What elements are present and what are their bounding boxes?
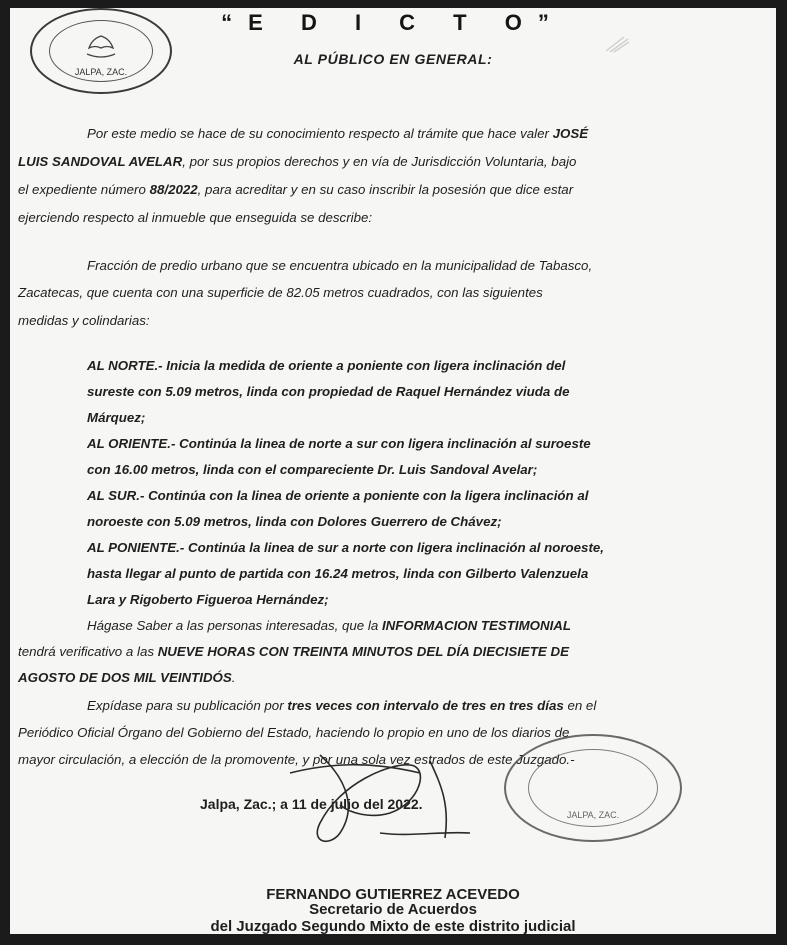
signer-court: del Juzgado Segundo Mixto de este distrito judicial <box>210 918 576 934</box>
bound-north-2: sureste con 5.09 metros, linda con propiedad de Raquel Hernández viuda de <box>87 384 570 399</box>
publish-line-1: Expídase para su publicación por tres veces con intervalo de tres en tres días en el <box>87 698 597 713</box>
bound-east-1: AL ORIENTE.- Continúa la linea de norte a sur con ligera inclinación al suroeste <box>87 436 591 451</box>
intro-line-1: Por este medio se hace de su conocimiento respecto al trámite que hace valer JOSÉ <box>87 126 589 141</box>
scan-glare-icon <box>604 33 630 53</box>
signer-name: FERNANDO GUTIERREZ ACEVEDO <box>266 886 520 903</box>
notice-line-1: Hágase Saber a las personas interesadas, que la INFORMACION TESTIMONIAL <box>87 618 572 633</box>
bound-south-2: noroeste con 5.09 metros, linda con Dolores Guerrero de Chávez; <box>87 514 502 529</box>
bound-south-1: AL SUR.- Continúa con la linea de oriente a poniente con la ligera inclinación al <box>87 488 589 503</box>
publish-line-3: mayor circulación, a elección de la promovente, y por una sola vez estrados de este Juzgado.- <box>18 752 575 767</box>
intro-line-3: el expediente número 88/2022, para acreditar y en su caso inscribir la posesión que dice estar <box>18 182 574 197</box>
notice-line-2: tendrá verificativo a las NUEVE HORAS CON TREINTA MINUTOS DEL DÍA DIECISIETE DE <box>18 644 569 659</box>
intro-line-4: ejerciendo respecto al inmueble que enseguida se describe: <box>18 210 373 225</box>
edict-subtitle: AL PÚBLICO EN GENERAL: <box>293 51 493 67</box>
court-seal-bottom <box>504 734 682 842</box>
edict-title: “E D I C T O” <box>221 10 565 35</box>
desc-line-2: Zacatecas, que cuenta con una superficie de 82.05 metros cuadrados, con las siguientes <box>18 285 543 300</box>
bound-north-1: AL NORTE.- Inicia la medida de oriente a poniente con ligera inclinación del <box>87 358 566 373</box>
publish-line-2: Periódico Oficial Órgano del Gobierno del Estado, haciendo lo propio en uno de los diarios de <box>18 725 570 740</box>
notice-line-3: AGOSTO DE DOS MIL VEINTIDÓS. <box>18 670 236 685</box>
seal-bottom-label: JALPA, ZAC. <box>566 810 620 820</box>
place-date: Jalpa, Zac.; a 11 de julio del 2022. <box>200 796 423 812</box>
bound-north-3: Márquez; <box>87 410 146 425</box>
signer-role: Secretario de Acuerdos <box>309 901 477 918</box>
bound-east-2: con 16.00 metros, linda con el compareciente Dr. Luis Sandoval Avelar; <box>87 462 538 477</box>
seal-location-label: JALPA, ZAC. <box>74 67 128 77</box>
bound-west-3: Lara y Rigoberto Figueroa Hernández; <box>87 592 329 607</box>
desc-line-1: Fracción de predio urbano que se encuentra ubicado en la municipalidad de Tabasco, <box>87 258 593 273</box>
intro-line-2: LUIS SANDOVAL AVELAR, por sus propios derechos y en vía de Jurisdicción Voluntaria, bajo <box>18 154 577 169</box>
desc-line-3: medidas y colindarias: <box>18 313 150 328</box>
bound-west-2: hasta llegar al punto de partida con 16.24 metros, linda con Gilberto Valenzuela <box>87 566 589 581</box>
handwritten-signature-icon <box>280 743 520 853</box>
edict-document <box>10 8 776 934</box>
bound-west-1: AL PONIENTE.- Continúa la linea de sur a norte con ligera inclinación al noroeste, <box>87 540 604 555</box>
